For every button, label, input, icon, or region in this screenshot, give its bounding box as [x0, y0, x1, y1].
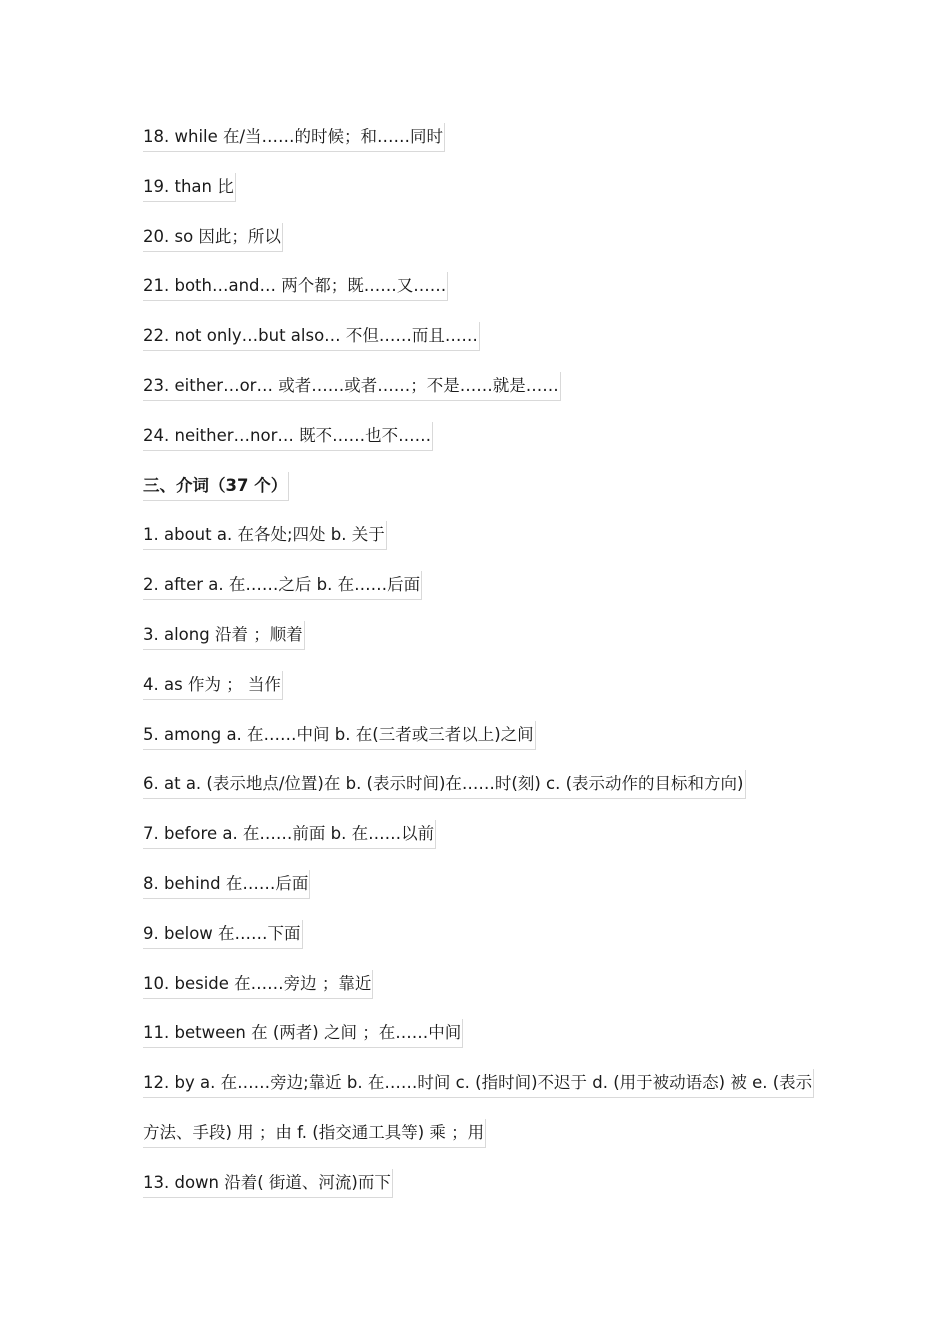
- list-item-text: 11. between 在 (两者) 之间 ；在……中间: [143, 1019, 463, 1048]
- list-item-text: 21. both…and… 两个都；既……又……: [143, 272, 448, 301]
- list-item-so: [143, 223, 823, 273]
- list-item-text: 6. at a. (表示地点/位置)在 b. (表示时间)在……时(刻) c. (表示动作的目标和方向): [143, 770, 746, 799]
- list-item-text: 22. not only…but also… 不但……而且……: [143, 322, 480, 351]
- list-item-text: 20. so 因此；所以: [143, 223, 283, 252]
- list-item-at: [143, 770, 823, 820]
- list-item-along: [143, 621, 823, 671]
- list-item-text: 23. either…or… 或者……或者……；不是……就是……: [143, 372, 561, 401]
- list-item-than: [143, 173, 823, 223]
- list-item-text: 5. among a. 在……中间 b. 在(三者或三者以上)之间: [143, 721, 536, 750]
- list-item-text: 24. neither…nor… 既不……也不……: [143, 422, 433, 451]
- list-item-below: [143, 920, 823, 970]
- list-item-as: [143, 671, 823, 721]
- list-item-behind: [143, 870, 823, 920]
- list-item-text: 12. by a. 在……旁边;靠近 b. 在……时间 c. (指时间)不迟于 d. (用于被动语态) 被 e. (表示: [143, 1069, 814, 1098]
- list-item-text: 7. before a. 在……前面 b. 在……以前: [143, 820, 436, 849]
- section-heading-text: 三、介词（37 个）: [143, 472, 289, 501]
- list-item-down: [143, 1169, 823, 1219]
- list-item-text: 2. after a. 在……之后 b. 在……后面: [143, 571, 422, 600]
- list-item-not-only-but-also: [143, 322, 823, 372]
- list-item-neither-nor: [143, 422, 823, 472]
- list-item-by: [143, 1069, 823, 1119]
- list-item-text: 18. while 在/当……的时候；和……同时: [143, 123, 445, 152]
- list-item-text: 19. than 比: [143, 173, 236, 202]
- list-item-either-or: [143, 372, 823, 422]
- list-item-text: 9. below 在……下面: [143, 920, 303, 949]
- list-item-about: [143, 521, 823, 571]
- list-item-between: [143, 1019, 823, 1069]
- list-item-text: 3. along 沿着 ；顺着: [143, 621, 305, 650]
- list-item-while: [143, 123, 823, 173]
- list-item-text: 1. about a. 在各处;四处 b. 关于: [143, 521, 387, 550]
- list-item-both-and: [143, 272, 823, 322]
- list-item-beside: [143, 970, 823, 1020]
- vocabulary-list: [143, 123, 823, 1219]
- list-item-by-continued: [143, 1119, 823, 1169]
- list-item-text: 4. as 作为 ； 当作: [143, 671, 283, 700]
- section-heading-prepositions: [143, 472, 823, 522]
- list-item-among: [143, 721, 823, 771]
- list-item-text: 8. behind 在……后面: [143, 870, 310, 899]
- list-item-text: 13. down 沿着( 街道、河流)而下: [143, 1169, 393, 1198]
- list-item-text: 方法、手段) 用 ；由 f. (指交通工具等) 乘 ；用: [143, 1119, 486, 1148]
- list-item-before: [143, 820, 823, 870]
- list-item-text: 10. beside 在……旁边 ；靠近: [143, 970, 373, 999]
- list-item-after: [143, 571, 823, 621]
